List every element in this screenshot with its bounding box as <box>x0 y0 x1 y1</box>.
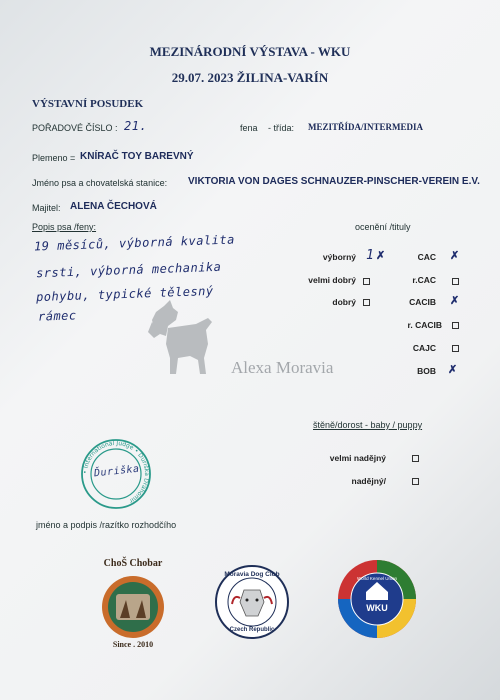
judge-stamp <box>80 438 152 510</box>
description-line: 19 měsíců, výborná kvalita <box>33 232 236 254</box>
breed-label: Plemeno = <box>32 153 76 163</box>
class-value: MEZITŘÍDA/INTERMEDIA <box>308 122 424 132</box>
puppy-header: štěně/dorost - baby / puppy <box>313 420 423 430</box>
chos-logo-bottom-text: Since . 2010 <box>112 640 154 649</box>
judge-signature-label: jméno a podpis /razítko rozhodčího <box>36 520 177 530</box>
chos-emblem-icon <box>100 574 166 640</box>
watermark-text: Alexa Moravia <box>231 358 334 377</box>
title-cacib-mark: ✗ <box>450 295 460 307</box>
title-cajc-label: CAJC <box>412 343 436 353</box>
title-cac-mark: ✗ <box>450 250 460 262</box>
puppy-very-promising-label: velmi nadějný <box>329 453 386 463</box>
title-bob-mark: ✗ <box>448 364 458 376</box>
description-line: pohybu, typické tělesný <box>35 283 214 305</box>
moravia-dog-club-logo <box>214 564 290 640</box>
description-label: Popis psa /feny: <box>32 222 97 232</box>
show-date-place: 29.07. 2023 ŽILINA-VARÍN <box>171 70 329 85</box>
judge-signature: Ďuriška <box>93 463 141 480</box>
title-rcacib-checkbox[interactable] <box>452 322 459 329</box>
order-label: POŘADOVÉ ČÍSLO : <box>32 123 118 133</box>
class-label: - třída: <box>268 123 295 133</box>
wku-flags-emblem-icon <box>336 558 418 640</box>
grade-excellent-value: 1 <box>366 248 375 263</box>
grade-very-good-label: velmi dobrý <box>308 275 356 285</box>
puppy-promising-checkbox[interactable] <box>412 478 419 485</box>
show-title: MEZINÁRODNÍ VÝSTAVA - WKU <box>149 44 351 59</box>
wku-logo-center-text: WKU <box>366 603 388 613</box>
grade-good-checkbox[interactable] <box>363 299 370 306</box>
moravia-logo-bottom-text: Czech Republic <box>229 627 275 633</box>
title-cac-label: CAC <box>417 252 436 262</box>
title-rcacib-label: r. CACIB <box>407 320 442 330</box>
grade-excellent-mark: ✗ <box>376 250 386 262</box>
dog-name-label: Jméno psa a chovatelská stanice: <box>32 178 168 188</box>
judge-stamp-ring-text: • International Judge • Ďuriška Drahomír <box>81 439 151 505</box>
ratings-header: ocenění /tituly <box>355 222 411 232</box>
title-rcac-checkbox[interactable] <box>452 278 459 285</box>
owner-value: ALENA ČECHOVÁ <box>70 201 157 212</box>
sex-label: fena <box>240 123 258 133</box>
wku-logo <box>336 558 418 640</box>
description-line: rámec <box>37 308 77 324</box>
section-title: VÝSTAVNÍ POSUDEK <box>32 98 144 110</box>
schnauzer-watermark-icon <box>146 298 218 378</box>
title-rcac-label: r.CAC <box>412 275 436 285</box>
title-bob-label: BOB <box>417 366 436 376</box>
owner-label: Majitel: <box>32 203 61 213</box>
chos-chobar-logo <box>96 556 170 654</box>
description-line: srsti, výborná mechanika <box>35 259 222 281</box>
moravia-logo-top-text: Moravia Dog Club <box>224 571 280 578</box>
puppy-promising-label: nadějný/ <box>351 476 386 486</box>
grade-excellent-label: výborný <box>322 252 356 262</box>
breed-value: KNÍRAČ TOY BAREVNÝ <box>80 151 194 162</box>
title-cacib-label: CACIB <box>409 297 436 307</box>
grade-very-good-checkbox[interactable] <box>363 278 370 285</box>
puppy-very-promising-checkbox[interactable] <box>412 455 419 462</box>
chos-logo-top-text: ChoŠ Chobar <box>103 558 163 569</box>
title-cajc-checkbox[interactable] <box>452 345 459 352</box>
wku-logo-ring-text: World Kennel Union <box>357 576 397 581</box>
grade-good-label: dobrý <box>332 297 356 307</box>
order-value: 21. <box>124 119 148 133</box>
dog-name-value: VIKTORIA VON DAGES SCHNAUZER-PINSCHER-VEREIN E.V. <box>188 176 480 187</box>
